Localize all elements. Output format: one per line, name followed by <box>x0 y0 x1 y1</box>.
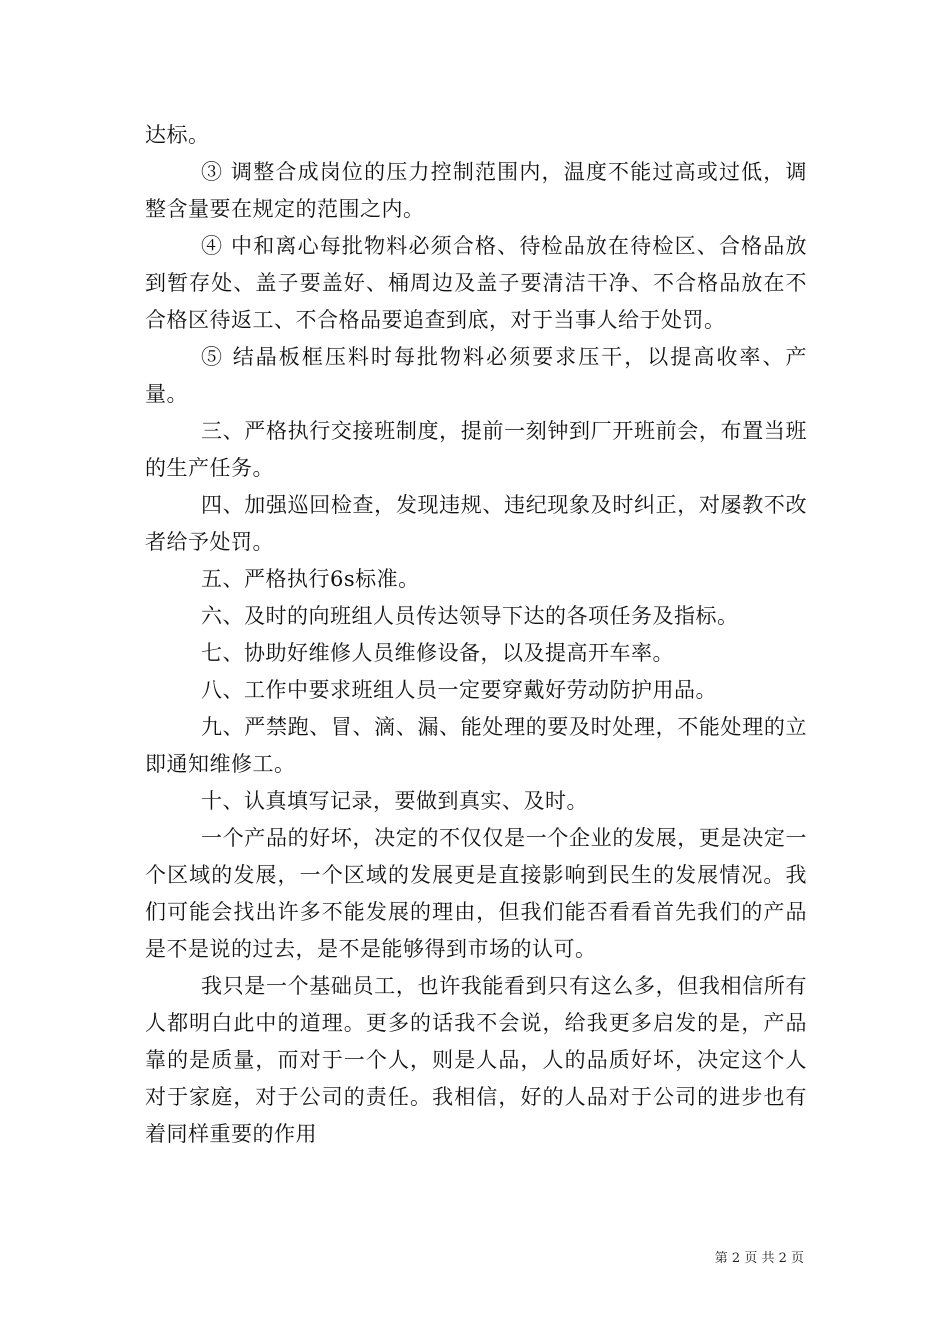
paragraph-continuation: 达标。 <box>145 123 210 147</box>
paragraph-section-4: 四、加强巡回检查，发现违规、违纪现象及时纠正，对屡教不改者给予处罚。 <box>145 493 807 554</box>
paragraph-section-10: 十、认真填写记录，要做到真实、及时。 <box>201 789 588 813</box>
page-number: 第 2 页 共 2 页 <box>714 1251 804 1266</box>
paragraph-section-8: 八、工作中要求班组人员一定要穿戴好劳动防护用品。 <box>201 678 717 702</box>
paragraph-item-4: ④ 中和离心每批物料必须合格、待检品放在待检区、合格品放到暂存处、盖子要盖好、桶周边及盖子要清洁干净、不合格品放在不合格区待返工、不合格品要追查到底，对于当事人给于处罚。 <box>145 234 807 332</box>
paragraph-section-9: 九、严禁跑、冒、滴、漏、能处理的要及时处理，不能处理的立即通知维修工。 <box>145 715 807 776</box>
paragraph-item-5: ⑤ 结晶板框压料时每批物料必须要求压干，以提高收率、产量。 <box>145 345 807 406</box>
paragraph-product-quality: 一个产品的好坏，决定的不仅仅是一个企业的发展，更是决定一个区域的发展，一个区域的发展更是直接影响到民生的发展情况。我们可能会找出许多不能发展的理由，但我们能否看看首先我们的产品是不是说的过去，是不是能够得到市场的认可。 <box>145 826 807 961</box>
paragraph-section-5: 五、严格执行6s标准。 <box>201 567 420 591</box>
paragraph-section-7: 七、协助好维修人员维修设备，以及提高开车率。 <box>201 641 674 665</box>
paragraph-conclusion: 我只是一个基础员工，也许我能看到只有这么多，但我相信所有人都明白此中的道理。更多的话我不会说，给我更多启发的是，产品靠的是质量，而对于一个人，则是人品，人的品质好坏，决定这个人对于家庭，对于公司的责任。我相信，好的人品对于公司的进步也有着同样重要的作用 <box>145 974 807 1146</box>
paragraph-section-6: 六、及时的向班组人员传达领导下达的各项任务及指标。 <box>201 604 739 628</box>
paragraph-item-3: ③ 调整合成岗位的压力控制范围内，温度不能过高或过低，调整含量要在规定的范围之内。 <box>145 160 807 221</box>
document-body <box>145 117 807 1153</box>
paragraph-section-3: 三、严格执行交接班制度，提前一刻钟到厂开班前会，布置当班的生产任务。 <box>145 419 807 480</box>
